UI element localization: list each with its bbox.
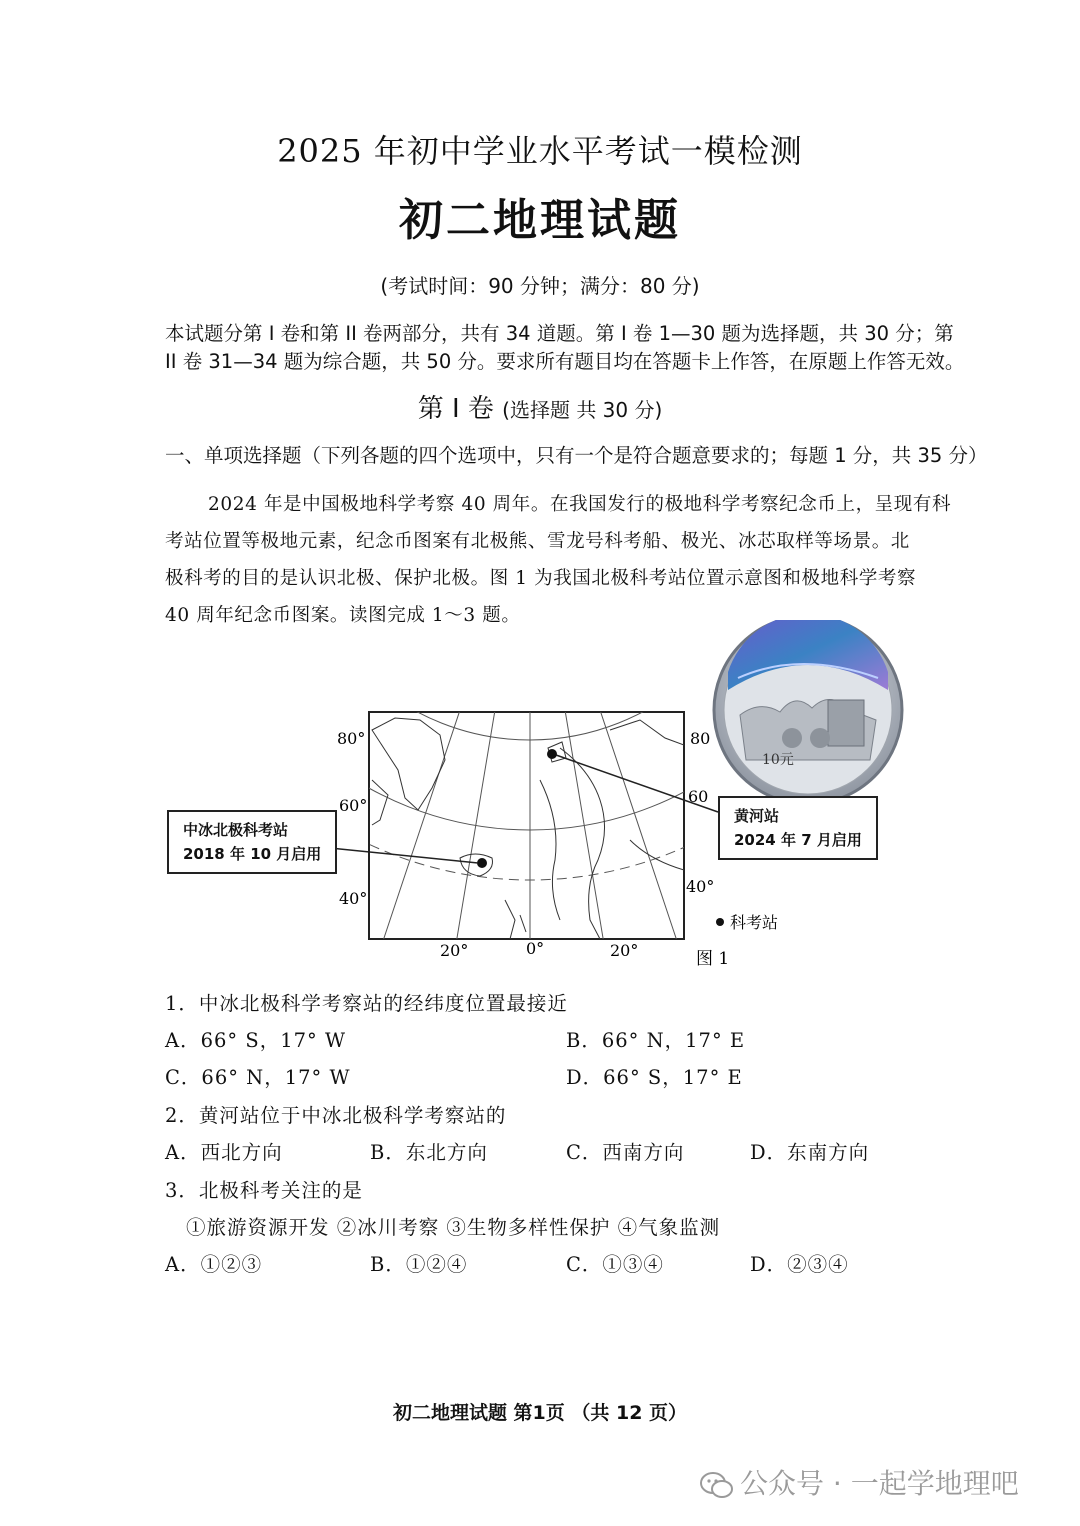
- watermark-text: 公众号 · 一起学地理吧: [740, 1467, 1019, 1500]
- question-1-option-b: B．66° N，17° E: [566, 1029, 746, 1052]
- station-zhongbing-dot: [477, 858, 487, 868]
- station-huanghe-date: 2024 年 7 月启用: [734, 831, 862, 849]
- commemorative-coin: [714, 620, 902, 804]
- passage-line-3: 极科考的目的是认识北极、保护北极。图 1 为我国北极科考站位置示意图和极地科学考察: [165, 568, 917, 589]
- lat-label-right-80: 80: [690, 729, 711, 748]
- wechat-icon: [700, 1470, 734, 1500]
- page-footer: 初二地理试题 第1页 （共 12 页）: [392, 1402, 688, 1424]
- station-huanghe-dot: [547, 749, 557, 759]
- watermark: [700, 1462, 1019, 1502]
- section-title-sub: (选择题 共 30 分): [502, 398, 663, 422]
- exam-title: 2025 年初中学业水平考试一模检测: [277, 132, 803, 170]
- figure-caption: 图 1: [696, 949, 730, 969]
- question-2-option-c: C．西南方向: [566, 1141, 685, 1164]
- legend-label: 科考站: [730, 913, 779, 932]
- station-zhongbing-name: 中冰北极科考站: [183, 821, 289, 839]
- section-title: [0, 388, 1080, 425]
- question-3-items: ①旅游资源开发 ②冰川考察 ③生物多样性保护 ④气象监测: [186, 1216, 721, 1239]
- figure-1: [0, 620, 1080, 980]
- part-heading: 一、单项选择题（下列各题的四个选项中，只有一个是符合题意要求的；每题 1 分，共 35 分）: [165, 444, 988, 467]
- coin-value: 10元: [762, 752, 794, 768]
- intro-line-1: 本试题分第 I 卷和第 II 卷两部分，共有 34 道题。第 I 卷 1—30 题为选择题，共 30 分；第: [165, 322, 954, 345]
- station-huanghe-name: 黄河站: [734, 807, 780, 825]
- question-1-option-a: A．66° S，17° W: [165, 1029, 347, 1052]
- question-1-stem: 1．中冰北极科学考察站的经纬度位置最接近: [165, 992, 568, 1015]
- lon-label-w20: 20°: [440, 941, 469, 960]
- station-box-zhongbing: [167, 810, 337, 874]
- station-box-huanghe: [718, 796, 878, 860]
- question-2-stem: 2．黄河站位于中冰北极科学考察站的: [165, 1104, 507, 1127]
- section-title-main: 第 I 卷: [417, 394, 494, 424]
- intro-line-2: II 卷 31—34 题为综合题，共 50 分。要求所有题目均在答题卡上作答，在原题上作答无效。: [165, 350, 965, 373]
- lat-label-left-40: 40°: [339, 889, 368, 908]
- passage-line-1: 2024 年是中国极地科学考察 40 周年。在我国发行的极地科学考察纪念币上，呈现有科: [208, 494, 952, 515]
- question-2-option-d: D．东南方向: [750, 1141, 870, 1164]
- lat-label-right-40: 40°: [686, 877, 715, 896]
- exam-info: (考试时间：90 分钟；满分：80 分): [380, 274, 700, 298]
- paper-title: 初二地理试题: [399, 195, 681, 246]
- lat-label-left-80: 80°: [337, 729, 366, 748]
- question-3-option-c: C．①③④: [566, 1253, 664, 1276]
- legend-dot: [716, 918, 724, 926]
- passage-line-2: 考站位置等极地元素，纪念币图案有北极熊、雪龙号科考船、极光、冰芯取样等场景。北: [165, 531, 910, 552]
- question-2-option-b: B．东北方向: [370, 1141, 488, 1164]
- question-3-option-b: B．①②④: [370, 1253, 468, 1276]
- station-zhongbing-date: 2018 年 10 月启用: [183, 845, 322, 863]
- lon-label-e20: 20°: [610, 941, 639, 960]
- question-3-option-d: D．②③④: [750, 1253, 849, 1276]
- map-frame: [369, 712, 684, 939]
- question-1-option-c: C．66° N，17° W: [165, 1066, 351, 1089]
- question-1-option-d: D．66° S，17° E: [566, 1066, 743, 1089]
- question-3-stem: 3．北极科考关注的是: [165, 1179, 363, 1202]
- lon-label-zero: 0°: [526, 939, 545, 958]
- passage-line-4: 40 周年纪念币图案。读图完成 1～3 题。: [165, 605, 521, 626]
- lat-label-right-60: 60: [688, 787, 709, 806]
- question-3-option-a: A．①②③: [165, 1253, 263, 1276]
- question-2-option-a: A．西北方向: [165, 1141, 283, 1164]
- lat-label-left-60: 60°: [339, 796, 368, 815]
